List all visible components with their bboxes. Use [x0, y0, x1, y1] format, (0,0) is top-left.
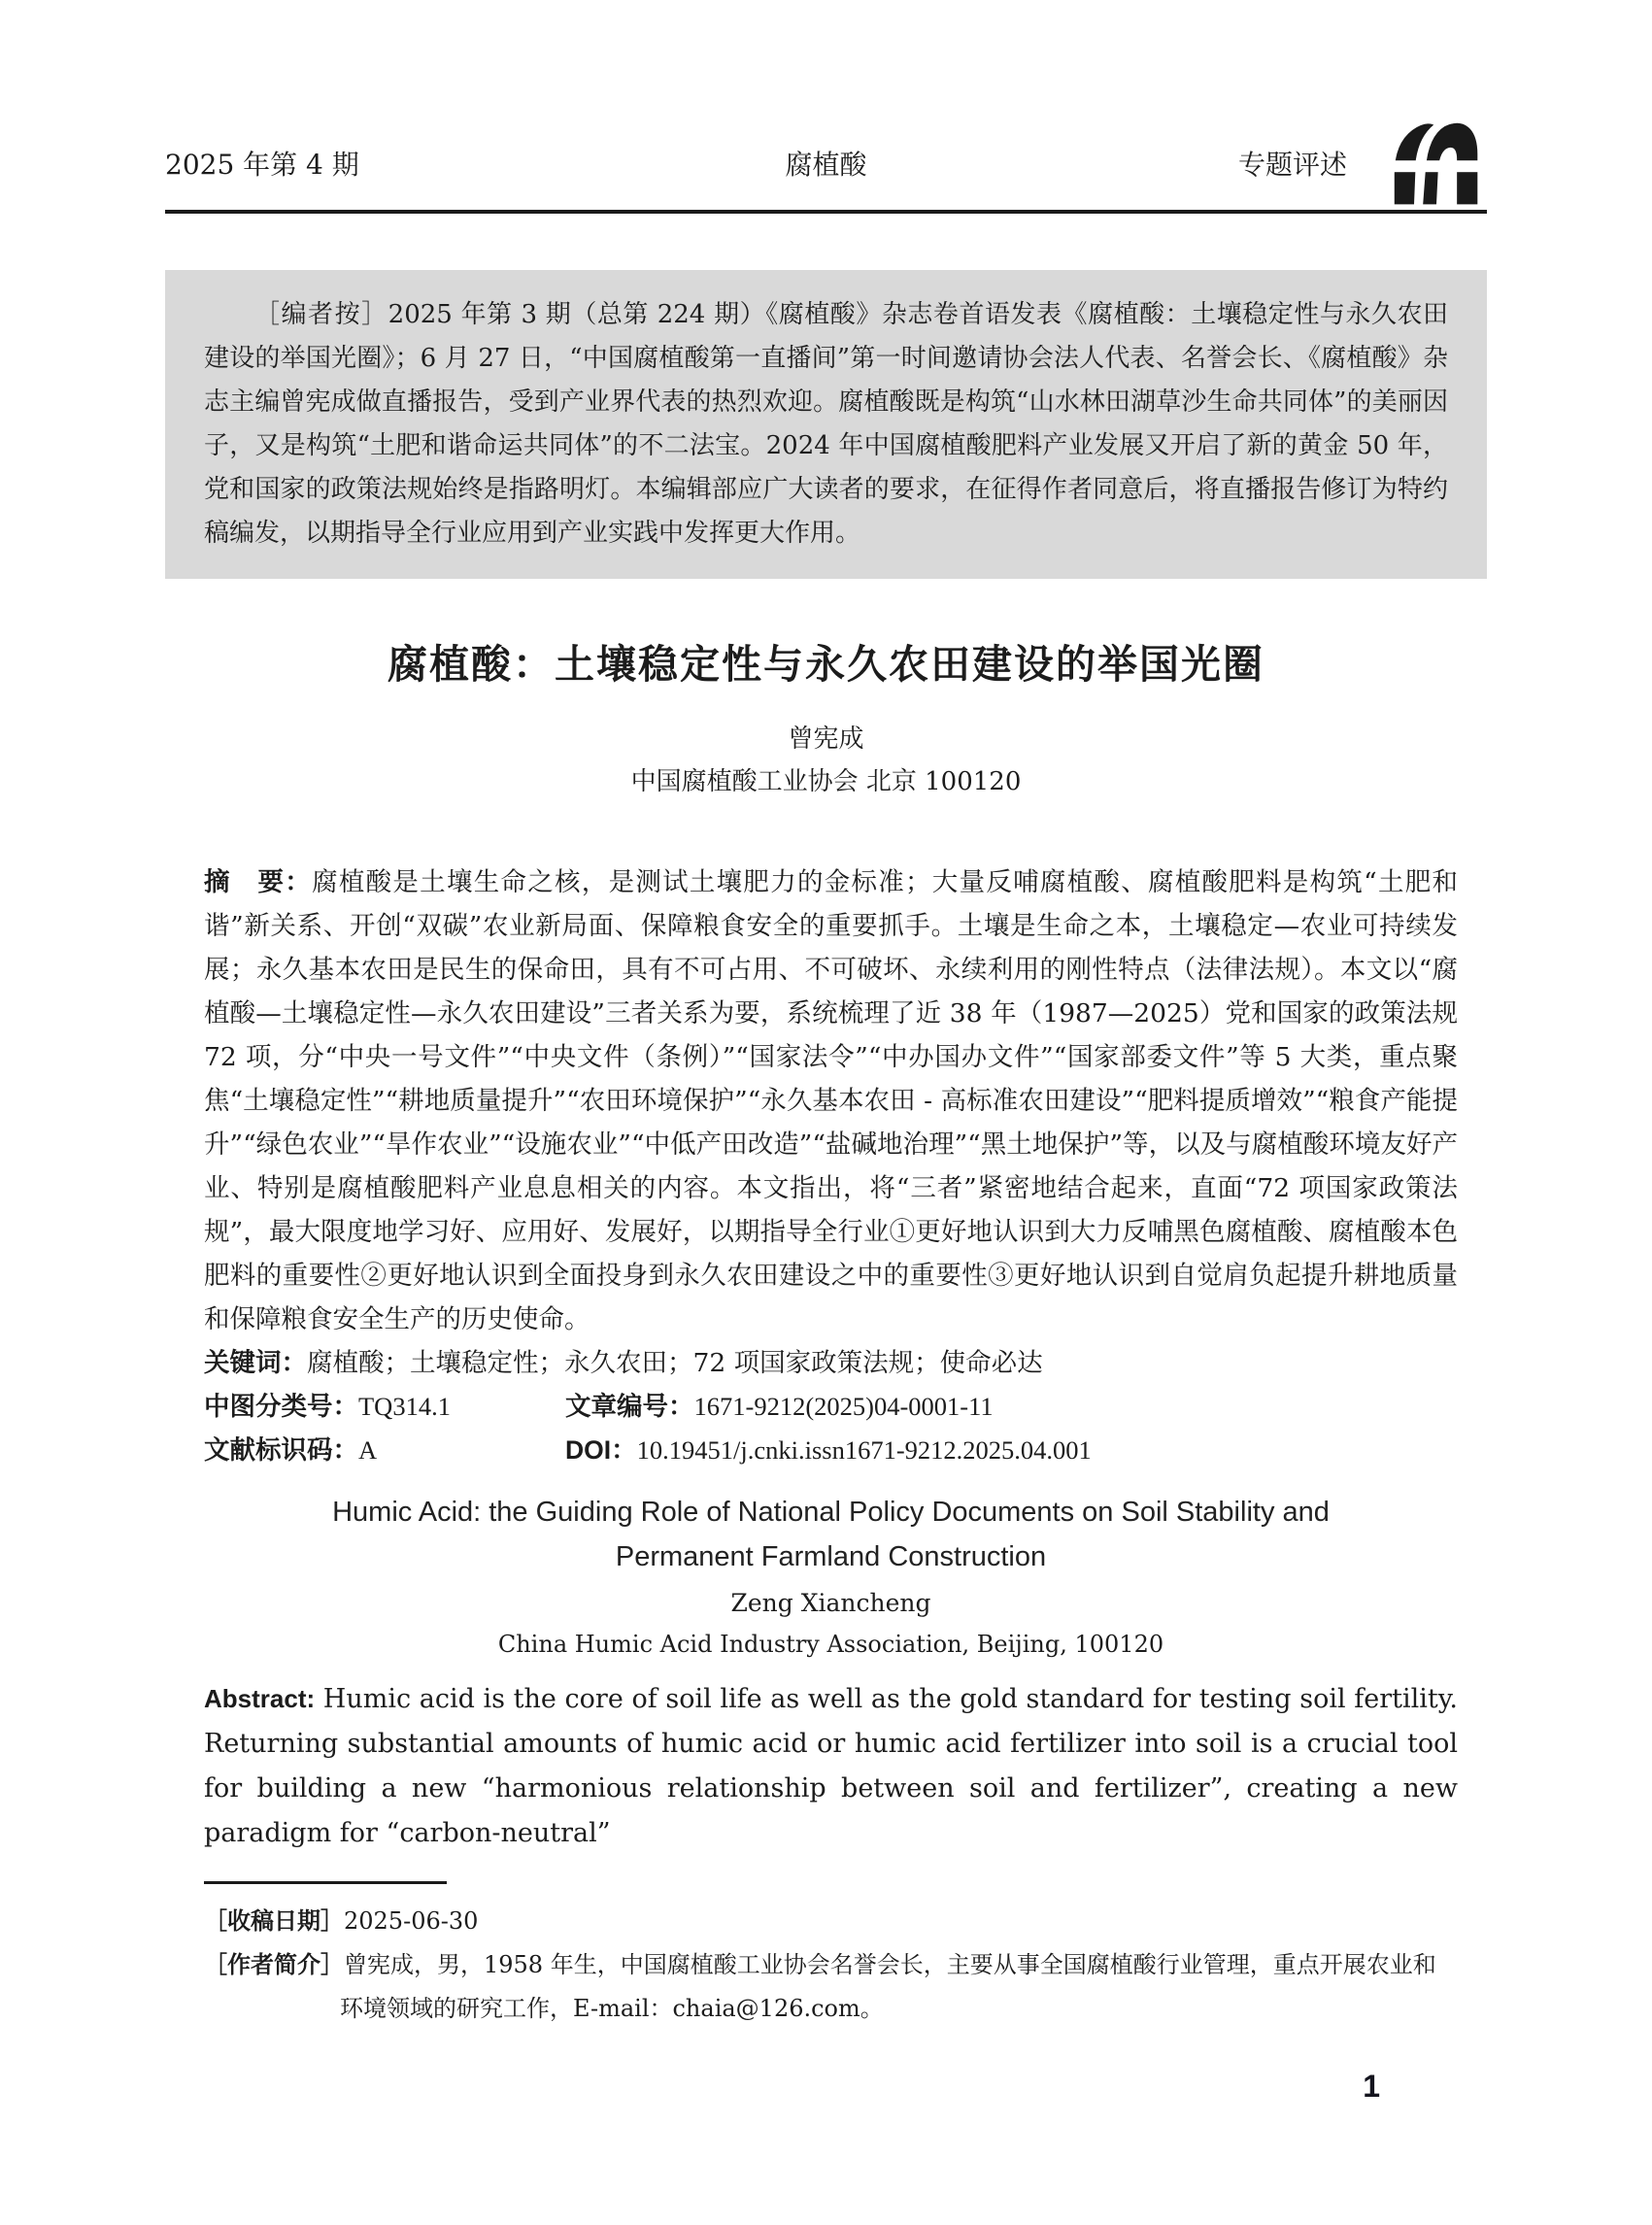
keywords-text: 腐植酸；土壤稳定性；永久农田；72 项国家政策法规；使命必达: [307, 1348, 1043, 1378]
doc-code-row: [204, 1429, 1458, 1472]
received-date-line: [204, 1900, 1458, 1943]
english-affiliation: China Humic Acid Industry Association, Beijing, 100120: [497, 1631, 1164, 1658]
footnote-block: [204, 1900, 1458, 2030]
journal-page: [165, 0, 1487, 2105]
english-abstract-text: Humic acid is the core of soil life as well as the gold standard for testing soil fertility. Returning substantial amounts of humic acid or humic acid fertilizer into soil is a crucial tool for building a new “harmonious relationship between soil and fertilizer”, creating a new paradigm for “carbon-neutral”: [204, 1684, 1458, 1848]
clc-pair: [204, 1385, 565, 1429]
editor-note-body: 2025 年第 3 期（总第 224 期）《腐植酸》杂志卷首语发表《腐植酸：土壤稳定性与永久农田建设的举国光圈》；6 月 27 日，“中国腐植酸第一直播间”第一时间邀请协会法人代表、名誉会长、《腐植酸》杂志主编曾宪成做直播报告，受到产业界代表的热烈欢迎。腐植酸既是构筑“山水林田湖草沙生命共同体”的美丽因子，又是构筑“土肥和谐命运共同体”的不二法宝。2024 年中国腐植酸肥料产业发展又开启了新的黄金 50 年，党和国家的政策法规始终是指路明灯。本编辑部应广大读者的要求，在征得作者同意后，将直播报告修订为特约稿编发，以期指导全行业应用到产业实践中发挥更大作用。: [204, 300, 1448, 548]
article-no-pair: [565, 1385, 994, 1429]
english-title-line1: Humic Acid: the Guiding Role of National Policy Documents on Soil Stability and: [332, 1497, 1330, 1528]
abstract-paragraph: [204, 860, 1458, 1341]
chinese-abstract: [204, 860, 1458, 1341]
abstract-label: 摘 要：: [204, 867, 313, 896]
author-bio: 曾宪成，男，1958 年生，中国腐植酸工业协会名誉会长，主要从事全国腐植酸行业管理，重点开展农业和环境领域的研究工作，E-mail：chaia@126.com。: [340, 1951, 1436, 2022]
abstract-text: 腐植酸是土壤生命之核，是测试土壤肥力的金标准；大量反哺腐植酸、腐植酸肥料是构筑“土肥和谐”新关系、开创“双碳”农业新局面、保障粮食安全的重要抓手。土壤是生命之本，土壤稳定—农业可持续发展；永久基本农田是民生的保命田，具有不可占用、不可破坏、永续利用的刚性特点（法律法规）。本文以“腐植酸—土壤稳定性—永久农田建设”三者关系为要，系统梳理了近 38 年（1987—2025）党和国家的政策法规 72 项，分“中央一号文件”“中央文件（条例）”“国家法令”“中办国办文件”“国家部委文件”等 5 大类，重点聚焦“土壤稳定性”“耕地质量提升”“农田环境保护”“永久基本农田 - 高标准农田建设”“肥料提质增效”“粮食产能提升”“绿色农业”“旱作农业”“设施农业”“中低产田改造”“盐碱地治理”“黑土地保护”等，以及与腐植酸环境友好产业、特别是腐植酸肥料产业息息相关的内容。本文指出，将“三者”紧密地结合起来，直面“72 项国家政策法规”，最大限度地学习好、应用好、发展好，以期指导全行业①更好地认识到大力反哺黑色腐植酸、腐植酸本色肥料的重要性②更好地认识到全面投身到永久农田建设之中的重要性③更好地认识到自觉肩负起提升耕地质量和保障粮食安全生产的历史使命。: [204, 867, 1458, 1334]
english-abstract: [204, 1676, 1458, 1856]
received-date: 2025-06-30: [344, 1907, 479, 1935]
english-abstract-label: Abstract:: [204, 1684, 316, 1713]
editor-note-box: [165, 270, 1487, 579]
page-header: [165, 0, 1487, 183]
author-bio-label: ［作者简介］: [204, 1952, 344, 1978]
article-no-label: 文章编号：: [565, 1392, 694, 1421]
header-right: [1238, 118, 1487, 183]
doi-value: 10.19451/j.cnki.issn1671-9212.2025.04.001: [636, 1435, 1092, 1465]
clc-row: [204, 1385, 1458, 1429]
document-code: A: [358, 1435, 378, 1465]
english-author: Zeng Xiancheng: [730, 1589, 931, 1617]
keywords-label: 关键词：: [204, 1348, 307, 1377]
section-label: 专题评述: [1237, 149, 1347, 181]
author-affiliation: 中国腐植酸工业协会 北京 100120: [630, 767, 1022, 796]
main-text-column: [165, 860, 1487, 2105]
page-number: 1: [1363, 2069, 1380, 2104]
article-number: 1671-9212(2025)04-0001-11: [693, 1392, 994, 1421]
received-date-label: ［收稿日期］: [204, 1908, 344, 1935]
editor-note-text: [204, 293, 1448, 556]
journal-name: 腐植酸: [785, 149, 867, 181]
article-title: 腐植酸：土壤稳定性与永久农田建设的举国光圈: [388, 642, 1264, 687]
journal-issue: 2025 年第 4 期: [165, 149, 359, 181]
header-rule: [165, 210, 1487, 214]
keywords-line: [204, 1341, 1458, 1385]
author-name: 曾宪成: [788, 725, 864, 754]
clc-label: 中图分类号：: [204, 1392, 358, 1421]
footnote-divider: [204, 1881, 447, 1884]
english-title: [204, 1490, 1458, 1579]
doi-label: DOI：: [565, 1435, 637, 1465]
doi-pair: [565, 1429, 1092, 1472]
english-abstract-paragraph: [204, 1676, 1458, 1856]
english-title-line2: Permanent Farmland Construction: [615, 1541, 1047, 1572]
editor-note-label: ［编者按］: [254, 300, 388, 329]
clc-number: TQ314.1: [358, 1392, 451, 1421]
doc-code-pair: [204, 1429, 565, 1472]
author-bio-line: [204, 1943, 1458, 2030]
doc-code-label: 文献标识码：: [204, 1435, 358, 1465]
journal-logo-icon: [1386, 118, 1487, 208]
